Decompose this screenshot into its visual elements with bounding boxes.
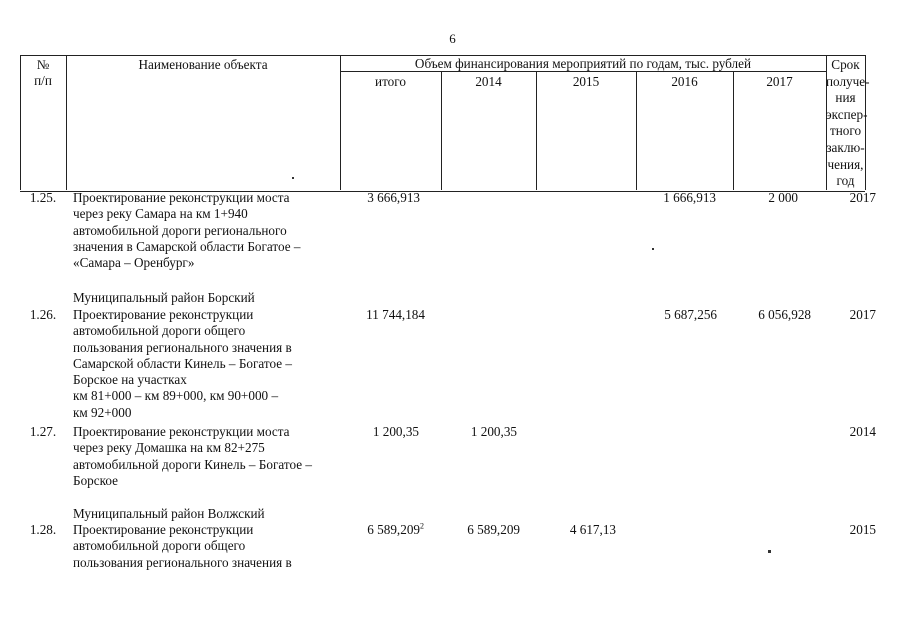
row-name: Проектирование реконструкции моста через реку Самара на км 1+940 автомобильной дороги регионального значения в Самарской области Богатое – «Самара – Оренбург» bbox=[73, 190, 301, 271]
header-2017: 2017 bbox=[766, 74, 793, 89]
row-deadline: 2015 bbox=[849, 522, 876, 537]
scan-speck bbox=[768, 550, 771, 553]
header-2016: 2016 bbox=[671, 74, 698, 89]
section-heading: Муниципальный район Борский bbox=[73, 290, 255, 305]
row-total: 11 744,184 bbox=[366, 307, 425, 322]
footnote-marker: 2 bbox=[420, 521, 424, 531]
row-total: 3 666,913 bbox=[367, 190, 420, 205]
header-2014: 2014 bbox=[475, 74, 502, 89]
row-deadline: 2017 bbox=[849, 307, 876, 322]
header-funding: Объем финансирования мероприятий по годам, тыс. рублей bbox=[414, 56, 752, 71]
scan-speck bbox=[292, 177, 294, 179]
row-2014: 1 200,35 bbox=[470, 424, 517, 439]
header-2015: 2015 bbox=[572, 74, 600, 89]
row-total-value: 6 589,209 bbox=[367, 522, 420, 537]
row-2017: 6 056,928 bbox=[758, 307, 811, 322]
row-2016: 1 666,913 bbox=[663, 190, 716, 205]
row-2016: 5 687,256 bbox=[664, 307, 717, 322]
header-total: итого bbox=[375, 74, 406, 89]
row-2014: 6 589,209 bbox=[467, 522, 520, 537]
row-2015: 4 617,13 bbox=[569, 522, 616, 537]
page-number: 6 bbox=[449, 31, 456, 46]
section-heading: Муниципальный район Волжский bbox=[73, 506, 265, 521]
row-2017: 2 000 bbox=[768, 190, 798, 205]
row-number: 1.26. bbox=[29, 307, 57, 322]
row-total bbox=[340, 522, 424, 538]
row-deadline: 2014 bbox=[849, 424, 876, 439]
header-divider bbox=[66, 55, 67, 190]
header-name: Наименование объекта bbox=[138, 57, 268, 72]
row-name: Проектирование реконструкции автомобильной дороги общего пользования регионального значения в Самарской области Кинель – Богатое – Борское на участках км 81+000 – км 89+000, км 90+000 – км 92+000 bbox=[73, 307, 292, 420]
row-total: 1 200,35 bbox=[372, 424, 419, 439]
row-deadline: 2017 bbox=[849, 190, 876, 205]
row-name: Проектирование реконструкции автомобильной дороги общего пользования регионального значения в bbox=[73, 522, 292, 570]
row-number: 1.25. bbox=[29, 190, 57, 205]
scan-speck bbox=[652, 248, 654, 250]
row-number: 1.28. bbox=[29, 522, 57, 537]
row-name: Проектирование реконструкции моста через реку Домашка на км 82+275 автомобильной дороги Кинель – Богатое – Борское bbox=[73, 424, 312, 488]
header-deadline: Срок получе- ния экспер- тного заклю- чения, год bbox=[826, 57, 870, 189]
row-number: 1.27. bbox=[29, 424, 57, 439]
header-num: № п/п bbox=[34, 57, 52, 89]
